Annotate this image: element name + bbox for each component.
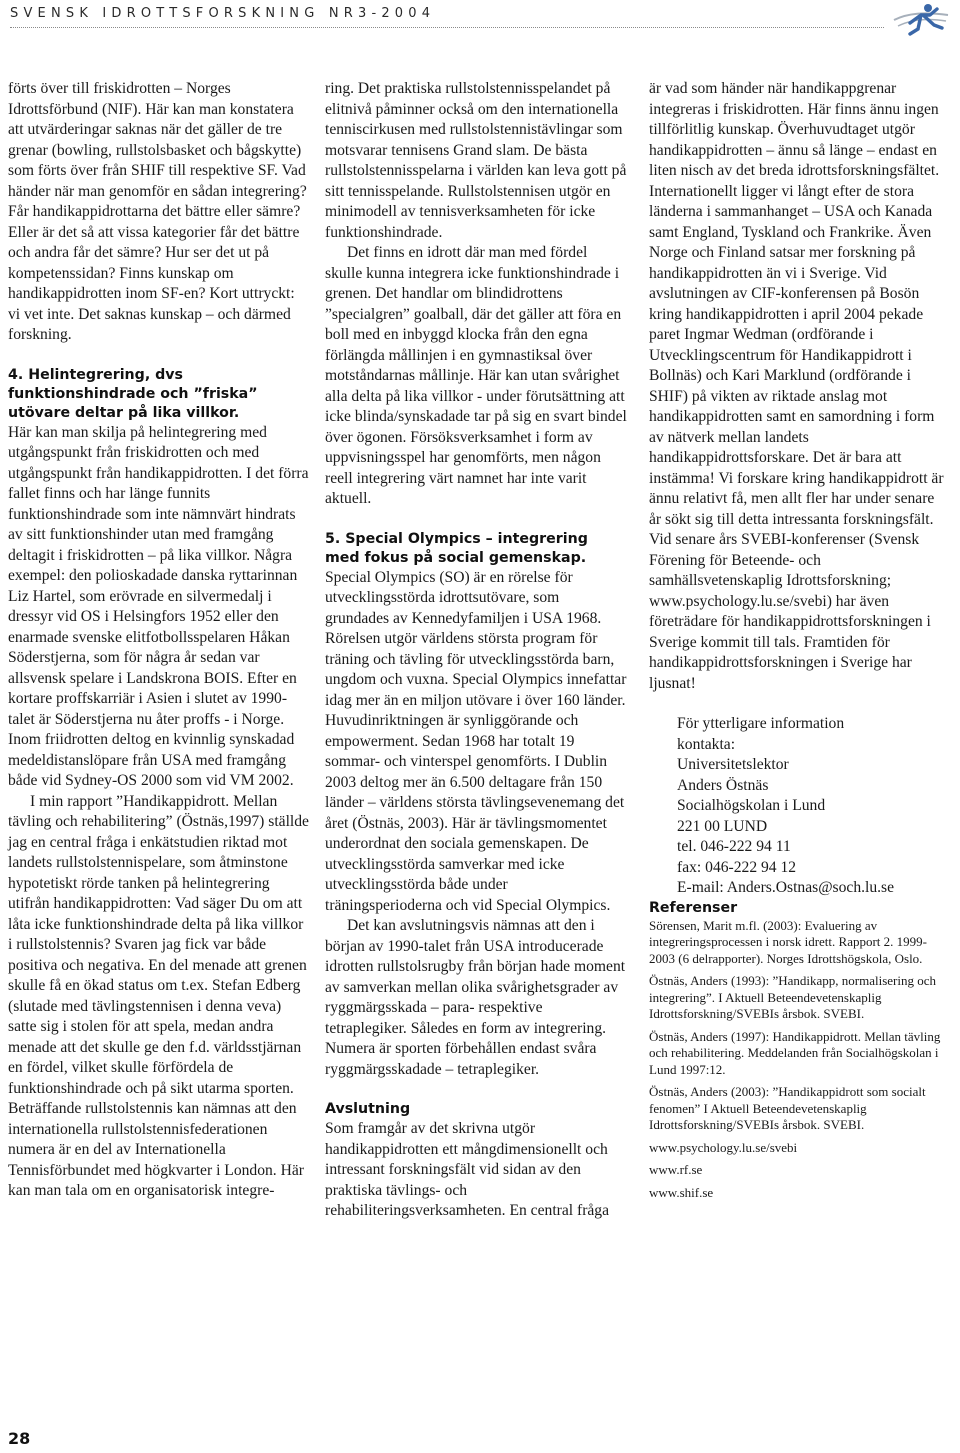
contact-line: fax: 046-222 94 12 xyxy=(677,858,797,876)
paragraph: ring. Det praktiska rullstolstennisspelandet på elitnivå påminner också om den internationella tenniscirkusen med rullstolstennistävlingar som motsvarar tennisens Grand slam. De bästa rullstolstennisspelarna i världen kan leva gott på sitt tennisspelande. Rullstolstennisen utgör en minimodell av tennisverksamheten för icke funktionshindrade. xyxy=(325,80,627,241)
running-head: SVENSK IDROTTSFORSKNING NR3-2004 xyxy=(10,6,436,21)
section-heading-5: 5. Special Olympics – integrering med fokus på social gemenskap. xyxy=(325,530,588,566)
header-rule xyxy=(10,27,884,28)
section-heading-4: 4. Helintegrering, dvs funktionshindrade och ”friska” utövare deltar på lika villkor. xyxy=(8,366,258,421)
journal-logo-icon xyxy=(890,1,952,39)
references-heading: Referenser xyxy=(649,899,738,916)
column-2 xyxy=(325,79,627,1222)
page-number: 28 xyxy=(8,1429,31,1448)
paragraph: förts över till friskidrotten – Norges Idrottsförbund (NIF). Här kan man konstatera att utvärderingar saknas när det gäller de tre grenar (bowling, rullstolsbasket och bågskytte) som förts över från SHIF till respektive SF. Vad händer när man genomför en sådan integrering? Får handikappidrottarna det bättre eller sämre? Eller är det så att vissa kategorier får det bättre och andra får det sämre? Hur ser det ut på kompetenssidan? Finns kunskap om handikappidrotten inom SF-en? Kort uttryckt: vi vet inte. Det saknas kunskap – och därmed forskning. xyxy=(8,80,307,343)
contact-block xyxy=(677,714,947,899)
paragraph: Här kan man skilja på helintegrering med utgångspunkt från friskidrotten och med utgångspunkt från handikappidrotten. I det förra fallet finns och har länge funnits funktionshindrade som inte nämnvärt hindrats av sitt funktionshinder utan med framgång deltagit i friskidrotten – på lika villkor. Några exempel: den polioskadade danska ryttarinnan Liz Hartel, som erövrade en silvermedalj i dressyr vid OS i Helsingfors 1952 eller den enarmade svenske elitfotbollsspelaren Håkan Söderstjerna, som för några år sedan var allsvensk spelare i Landskrona BOIS. Efter en kortare proffskarriär i Asien i slutet av 1990-talet är Söderstjerna nu åter proffs - i Norge. Inom friidrotten deltog en kvinnlig synskadad medeldistanslöpare från USA med framgång både vid Sydney-OS 2000 som vid VM 2002. xyxy=(8,423,309,789)
column-1 xyxy=(8,79,310,1202)
reference-item: Sörensen, Marit m.fl. (2003): Evaluering av integreringsprocessen i norsk idrett. Rapport 2. 1999-2003 (6 delrapporter). Norges Idrottshögskola, Oslo. xyxy=(649,917,927,966)
section-heading-avslutning: Avslutning xyxy=(325,1101,411,1117)
contact-line: Universitetslektor xyxy=(677,756,789,773)
contact-line: kontakta: xyxy=(677,735,736,753)
contact-line: Anders Östnäs xyxy=(677,776,769,794)
paragraph: är vad som händer när handikappgrenar integreras i friskidrotten. Här finns ännu ingen tillförlitlig kunskap. Överhuvudtaget utgör handikappidrotten – ännu så länge – endast en liten nisch av det breda idrottsforskningsfältet. Internationellt ligger vi långt efter de stora länderna i sammanhanget – USA och Kanada samt England, Tyskland och Frankrike. Även Norge och Finland satsar mer forskning på handikappidrotten än vi i Sverige. Vid avslutningen av CIF-konferensen på Bosön kring handikappidrotten i april 2004 pekade paret Ingmar Wedman (ordförande i Utvecklingscentrum för Handikappidrott i Bollnäs) och Kari Marklund (ordförande i SHIF) på vikten av riktade anslag mot handikappidrotten samt en samordning i form av nätverk mellan landets handikappidrottsforskare. Det är bara att instämma! Vi forskare kring handikappidrott är ännu relativt få, men allt fler har under senare år sökt sig till detta intressanta forskningsfält. Vid senare års SVEBI-konferenser (Svensk Förening för Beteende- och samhällsvetenskaplig Idrottsforskning; www.psychology.lu.se/svebi) har även företrädare för handikappidrottsforskningen i Sverige kommit till tals. Framtiden för handikappidrottsforskningen i Sverige har ljusnat! xyxy=(649,80,944,692)
reference-item: Östnäs, Anders (2003): ”Handikappidrott som socialt fenomen” I Aktuell Beteendevetenskaplig Idrottsforskning/SVEBIs årsbok. SVEBI. xyxy=(649,1084,926,1132)
contact-line: tel. 046-222 94 11 xyxy=(677,838,791,855)
contact-line: Socialhögskolan i Lund xyxy=(677,797,826,814)
paragraph: Det kan avslutningsvis nämnas att den i början av 1990-talet från USA introducerade idrotten rullstolsrugby från början hade moment av samverkan mellan olika svårighetsgrader av ryggmärgsskada – para- respektive tetraplegiker. Således en form av integrering. Numera är sporten förbehållen endast svåra ryggmärgsskadade – tetraplegiker. xyxy=(325,917,626,1078)
paragraph: Det finns en idrott där man med fördel skulle kunna integrera icke funktionshindrade i grenen. Det handlar om blindidrottens ”specialgren” goalball, där det gäller att föra en boll med en inbyggd klocka från den egna förlängda mållinjen i en gymnastiksal över motståndarnas mållinje. Här kan utan svårighet alla delta på lika villkor - under förutsättning att icke blinda/synskadade tar på sig en svart bindel över ögonen. Försöksverksamhet i form av uppvisningsspel har genomförts, men någon reell integrering värt namnet har inte varit aktuell. xyxy=(325,244,627,507)
reference-link[interactable]: www.rf.se xyxy=(649,1162,703,1177)
contact-email: E-mail: Anders.Ostnas@soch.lu.se xyxy=(677,879,895,896)
paragraph: Som framgår av det skrivna utgör handikappidrotten ett mångdimensionellt och intressant forskningsfält vid sidan av den praktiska tävlings- och rehabiliteringsverksamheten. En central fråga xyxy=(325,1120,610,1219)
reference-item: Östnäs, Anders (1997): Handikappidrott. Mellan tävling och rehabilitering. Meddelanden från Socialhögskolan i Lund 1997:12. xyxy=(649,1028,941,1077)
references-list xyxy=(649,918,947,1202)
reference-link[interactable]: www.psychology.lu.se/svebi xyxy=(649,1139,798,1155)
contact-line: 221 00 LUND xyxy=(677,817,768,835)
contact-line: För ytterligare information xyxy=(677,715,845,732)
column-3 xyxy=(649,79,947,1207)
reference-item: Östnäs, Anders (1993): ”Handikapp, normalisering och integrering”. I Aktuell Beteendevetenskaplig Idrottsforskning/SVEBIs årsbok. SVEBI. xyxy=(649,973,937,1021)
reference-link[interactable]: www.shif.se xyxy=(649,1184,714,1200)
paragraph: I min rapport ”Handikappidrott. Mellan tävling och rehabilitering” (Östnäs,1997) ställde jag en central fråga i enkätstudien riktad mot landets rullstolstennispelare, som åtminstone hypotetiskt rörde tanken på helintegrering utifrån handikappidrotten: Vad säger Du om att låta icke funktionshindrade delta på lika villkor i rullstolstennis? Svaren jag fick var både positiva och negativa. En del menade att grenen skulle få en ökad status om t.ex. Stefan Edberg (slutade med tävlingstennisen i denna veva) satte sig i stolen för att spela, medan andra menade att det skulle ge den f.d. världsstjärnan en fördel, vilket skulle förfördela de funktionshindrade och på sikt utarma sporten. Beträffande rullstolstennis kan nämnas att den internationella rullstolstennisfederationen numera är en del av Internationella Tennisförbundet med högkvarter i London. Här kan man tala om en organisatorisk integre- xyxy=(8,792,309,1199)
paragraph: Special Olympics (SO) är en rörelse för utvecklingsstörda idrottsutövare, som grundades av Kennedyfamiljen i USA 1968. Rörelsen utgör världens största program för träning och tävling för utvecklingsstörda barn, ungdom och vuxna. Special Olympics innefattar idag mer än en miljon utövare i över 160 länder. Huvudinriktningen är synliggörande och empowerment. Sedan 1968 har totalt 19 sommar- och vinterspel genomförts. I Dublin 2003 deltog mer än 6.500 deltagare från 150 länder – världens största tävlingsevenemang det året (Östnäs, 2003). Här är tävlingsmomentet underordnat den sociala gemenskapen. De utvecklingsstörda samverkar med icke utvecklingsstörda både under träningsperioderna och vid Special Olympics. xyxy=(325,568,627,914)
